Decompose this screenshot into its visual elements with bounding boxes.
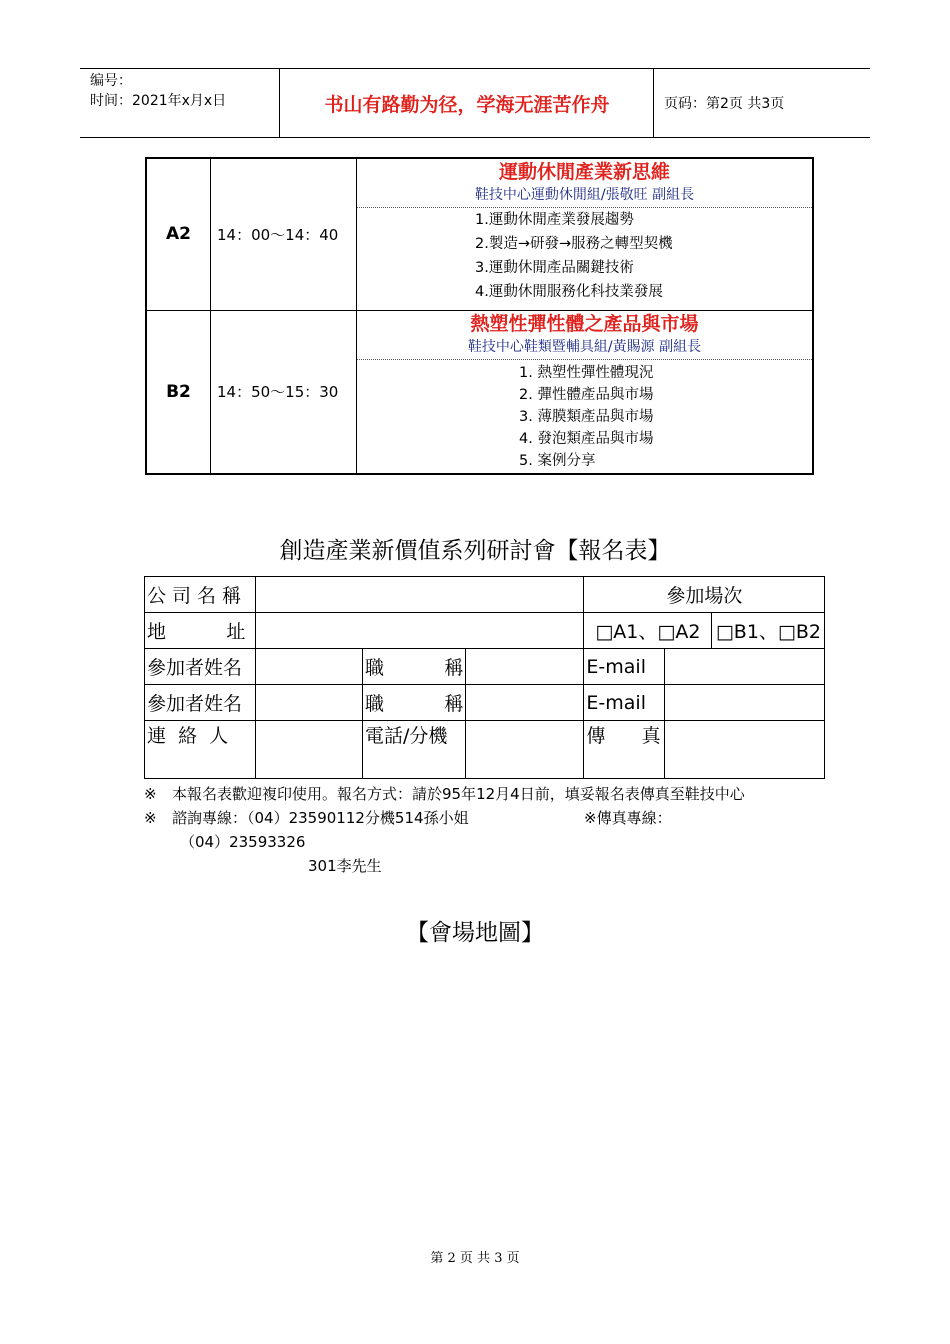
fax-line: ※傳真專線： [584, 809, 672, 827]
session-item: 2. 彈性體產品與市場 [519, 386, 654, 403]
map-title: 【會場地圖】 [406, 920, 544, 946]
session-item: 1. 熱塑性彈性體現況 [519, 364, 654, 381]
company-field[interactable] [256, 577, 584, 613]
note-2 [144, 806, 824, 830]
session-content [357, 158, 814, 310]
extension-contact: 301李先生 [308, 857, 382, 875]
title-field[interactable] [466, 649, 584, 685]
address-label: 地 址 [145, 613, 256, 649]
fax-field[interactable] [665, 721, 825, 779]
attendee-label: 參加者姓名 [145, 685, 256, 721]
date-label: 时间：2021年x月x日 [90, 93, 227, 109]
form-row-attendee-1 [145, 649, 825, 685]
registration-form [144, 576, 825, 779]
email-field[interactable] [665, 649, 825, 685]
fax-number: （04）23593326 [180, 833, 306, 851]
session-row-b2 [146, 310, 813, 474]
session-topic: 熱塑性彈性體之產品與市場 [470, 312, 699, 335]
header-meta [80, 69, 280, 137]
session-items [357, 208, 812, 304]
session-topic: 運動休閒產業新思維 [498, 161, 670, 183]
session-choice-b[interactable]: □B1、□B2 [712, 613, 825, 649]
session-speaker: 鞋技中心運動休閒組/張敬旺 副組長 [357, 185, 812, 208]
note-text: 本報名表歡迎複印使用。報名方式：請於95年12月4日前，填妥報名表傳真至鞋技中心 [172, 785, 745, 803]
session-header: 參加場次 [584, 577, 825, 613]
email-field[interactable] [665, 685, 825, 721]
session-speaker: 鞋技中心鞋類暨輔具組/黃賜源 副組長 [357, 337, 812, 360]
session-items [357, 360, 812, 472]
session-time: 14：50～15：30 [211, 310, 357, 474]
form-row-address [145, 613, 825, 649]
email-label: E-mail [584, 649, 665, 685]
schedule-table [145, 157, 814, 475]
number-label: 编号： [90, 73, 132, 89]
title-field[interactable] [466, 685, 584, 721]
attendee-field[interactable] [256, 685, 363, 721]
email-label: E-mail [584, 685, 665, 721]
fax-label: 傳 真 [584, 721, 665, 779]
session-item: 4. 發泡類產品與市場 [519, 430, 654, 447]
session-choice-a[interactable]: □A1、□A2 [584, 613, 712, 649]
contact-label: 連 絡 人 [145, 721, 256, 779]
notes [144, 782, 824, 878]
title-label: 職 稱 [363, 685, 466, 721]
session-item: 2.製造→研發→服務之轉型契機 [475, 236, 673, 252]
session-row-a2 [146, 158, 813, 310]
form-row-company [145, 577, 825, 613]
address-field[interactable] [256, 613, 584, 649]
session-content [357, 310, 814, 474]
phone-label: 電話/分機 [363, 721, 466, 779]
contact-field[interactable] [256, 721, 363, 779]
page-footer: 第 2 页 共 3 页 [430, 1251, 520, 1266]
session-item: 5. 案例分享 [519, 452, 596, 469]
note-mark: ※ [144, 785, 157, 803]
attendee-label: 參加者姓名 [145, 649, 256, 685]
title-label: 職 稱 [363, 649, 466, 685]
session-code: B2 [146, 310, 211, 474]
registration-title: 創造產業新價值系列研討會【報名表】 [279, 538, 671, 564]
note-text: 諮詢專線：（04）23590112分機514孫小姐 [172, 809, 469, 827]
company-label: 公司名稱 [145, 577, 256, 613]
note-1 [144, 782, 824, 806]
session-item: 3.運動休閒產品關鍵技術 [475, 260, 634, 276]
note-mark: ※ [144, 809, 157, 827]
session-code: A2 [146, 158, 211, 310]
header-page-label: 页码：第2页 共3页 [664, 96, 785, 112]
phone-field[interactable] [466, 721, 584, 779]
session-time: 14：00～14：40 [211, 158, 357, 310]
form-row-attendee-2 [145, 685, 825, 721]
form-row-contact [145, 721, 825, 779]
attendee-field[interactable] [256, 649, 363, 685]
session-item: 1.運動休閒產業發展趨勢 [475, 212, 634, 228]
session-item: 4.運動休閒服務化科技業發展 [475, 284, 663, 300]
session-item: 3. 薄膜類產品與市場 [519, 408, 654, 425]
page-header [80, 68, 870, 138]
header-motto: 书山有路勤为径，学海无涯苦作舟 [281, 69, 654, 137]
